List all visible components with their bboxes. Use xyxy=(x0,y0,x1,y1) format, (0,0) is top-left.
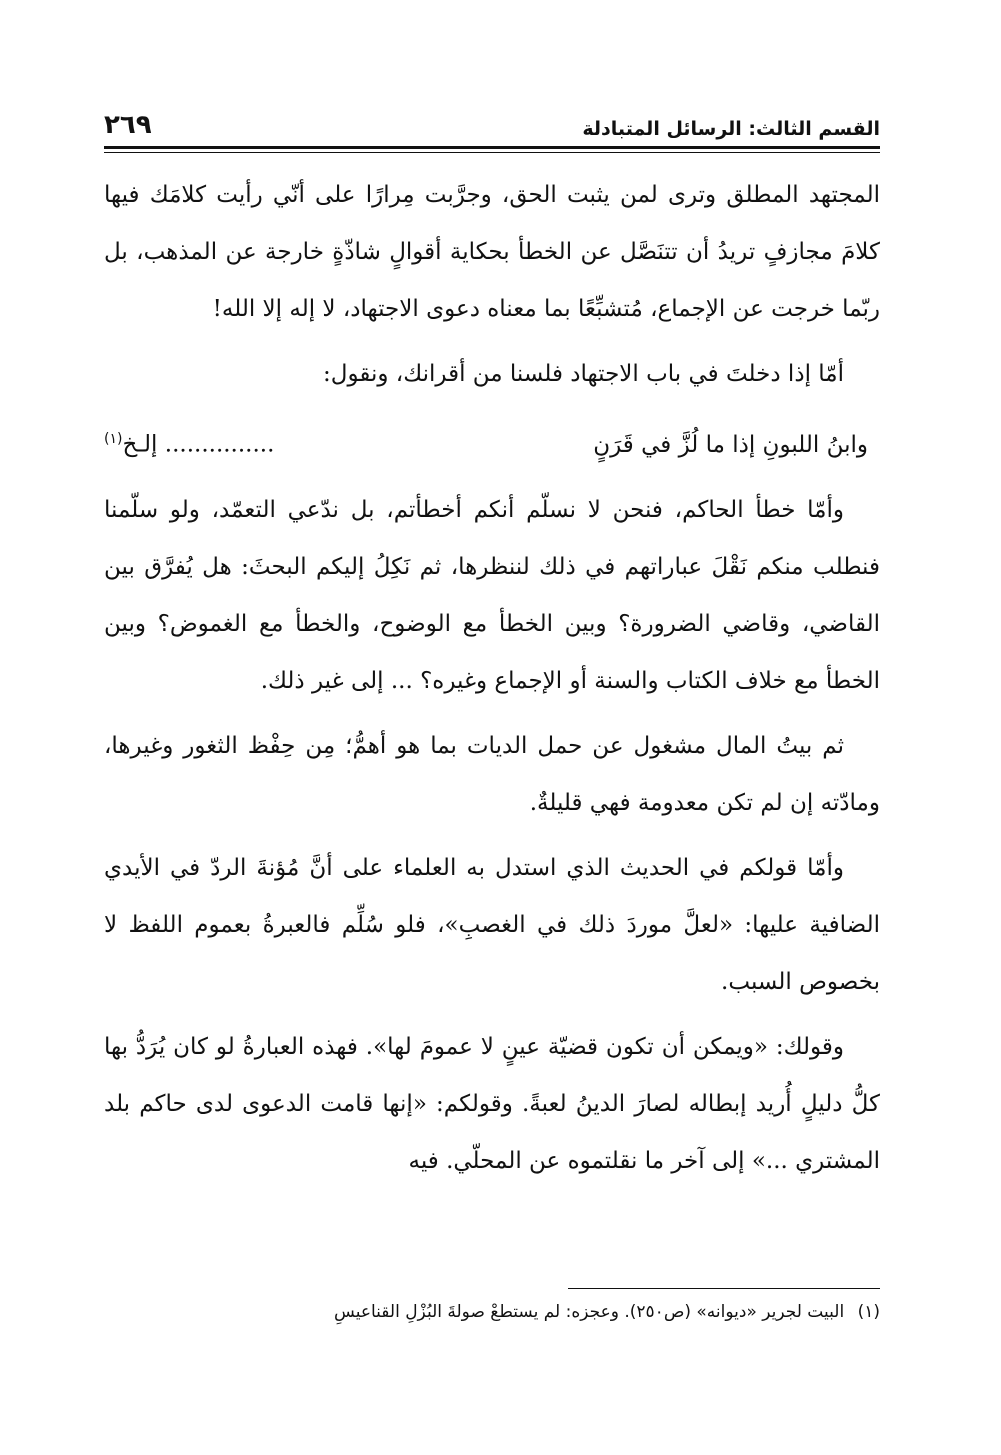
page-number: ٢٦٩ xyxy=(104,110,152,140)
header-rule xyxy=(104,146,880,153)
footnote-reference-marker[interactable]: (١) xyxy=(104,431,123,447)
footnote xyxy=(104,1296,880,1328)
running-header xyxy=(104,100,880,140)
main-text xyxy=(104,167,880,1190)
section-title: القسم الثالث: الرسائل المتبادلة xyxy=(582,118,880,140)
poetry-verse xyxy=(104,411,880,474)
document-page xyxy=(104,100,880,1322)
paragraph-2: أمّا إذا دخلتَ في باب الاجتهاد فلسنا من أقرانك، ونقول: xyxy=(322,361,844,387)
footnote-number: (١) xyxy=(857,1302,880,1322)
paragraph-4: ثم بيتُ المال مشغول عن حمل الديات بما هو أهمُّ؛ مِن حِفْظ الثغور وغيرها، ومادّته إن لم تكن معدومة فهي قليلةٌ. xyxy=(104,732,880,816)
verse-second-hemistich-text: ............... إلـخ xyxy=(122,431,275,458)
paragraph-5: وأمّا قولكم في الحديث الذي استدل به العلماء على أنَّ مُؤنةَ الردّ في الأيدي الضافية عليها: «لعلَّ موردَ ذلك في الغصبِ»، فلو سُلِّم فالعبرةُ بعموم اللفظ لا بخصوص السبب. xyxy=(104,854,880,995)
footnote-text: البيت لجرير «ديوانه» (ص٢٥٠). وعجزه: لم يستطعْ صولةَ البُزْلِ القناعيسِ xyxy=(334,1302,845,1322)
paragraph-3: وأمّا خطأ الحاكم، فنحن لا نسلّم أنكم أخطأتم، بل ندّعي التعمّد، ولو سلّمنا فنطلب منكم نَقْلَ عباراتهم في ذلك لننظرها، ثم نَكِلُ إليكم البحثَ: هل يُفرَّق بين القاضي، وقاضي الضرورة؟ وبين الخطأ مع الوضوح، والخطأ مع الغموض؟ وبين الخطأ مع خلاف الكتاب والسنة أو الإجماع وغيره؟ ... إلى غير ذلك. xyxy=(104,496,880,694)
paragraph-1: المجتهد المطلق وترى لمن يثبت الحق، وجرَّبت مِرارًا على أنّي رأيت كلامَك فيها كلامَ مجازفٍ تريدُ أن تتنَصَّل عن الخطأ بحكاية أقوالٍ شاذّةٍ خارجة عن المذهب، بل ربّما خرجت عن الإجماع، مُتشبِّعًا بما معناه دعوى الاجتهاد، لا إله إلا الله! xyxy=(104,182,880,322)
footnote-separator xyxy=(568,1288,880,1289)
verse-first-hemistich: وابنُ اللبونِ إذا ما لُزَّ في قَرَنٍ xyxy=(593,431,868,458)
verse-second-hemistich xyxy=(104,411,274,474)
paragraph-6: وقولك: «ويمكن أن تكون قضيّة عينٍ لا عمومَ لها». فهذه العبارةُ لو كان يُرَدُّ بها كلُّ دليلٍ أُريد إبطاله لصارَ الدينُ لعبةً. وقولكم: «إنها قامت الدعوى لدى حاكم بلد المشتري ...» إلى آخر ما نقلتموه عن المحلّي. فيه xyxy=(104,1033,880,1174)
